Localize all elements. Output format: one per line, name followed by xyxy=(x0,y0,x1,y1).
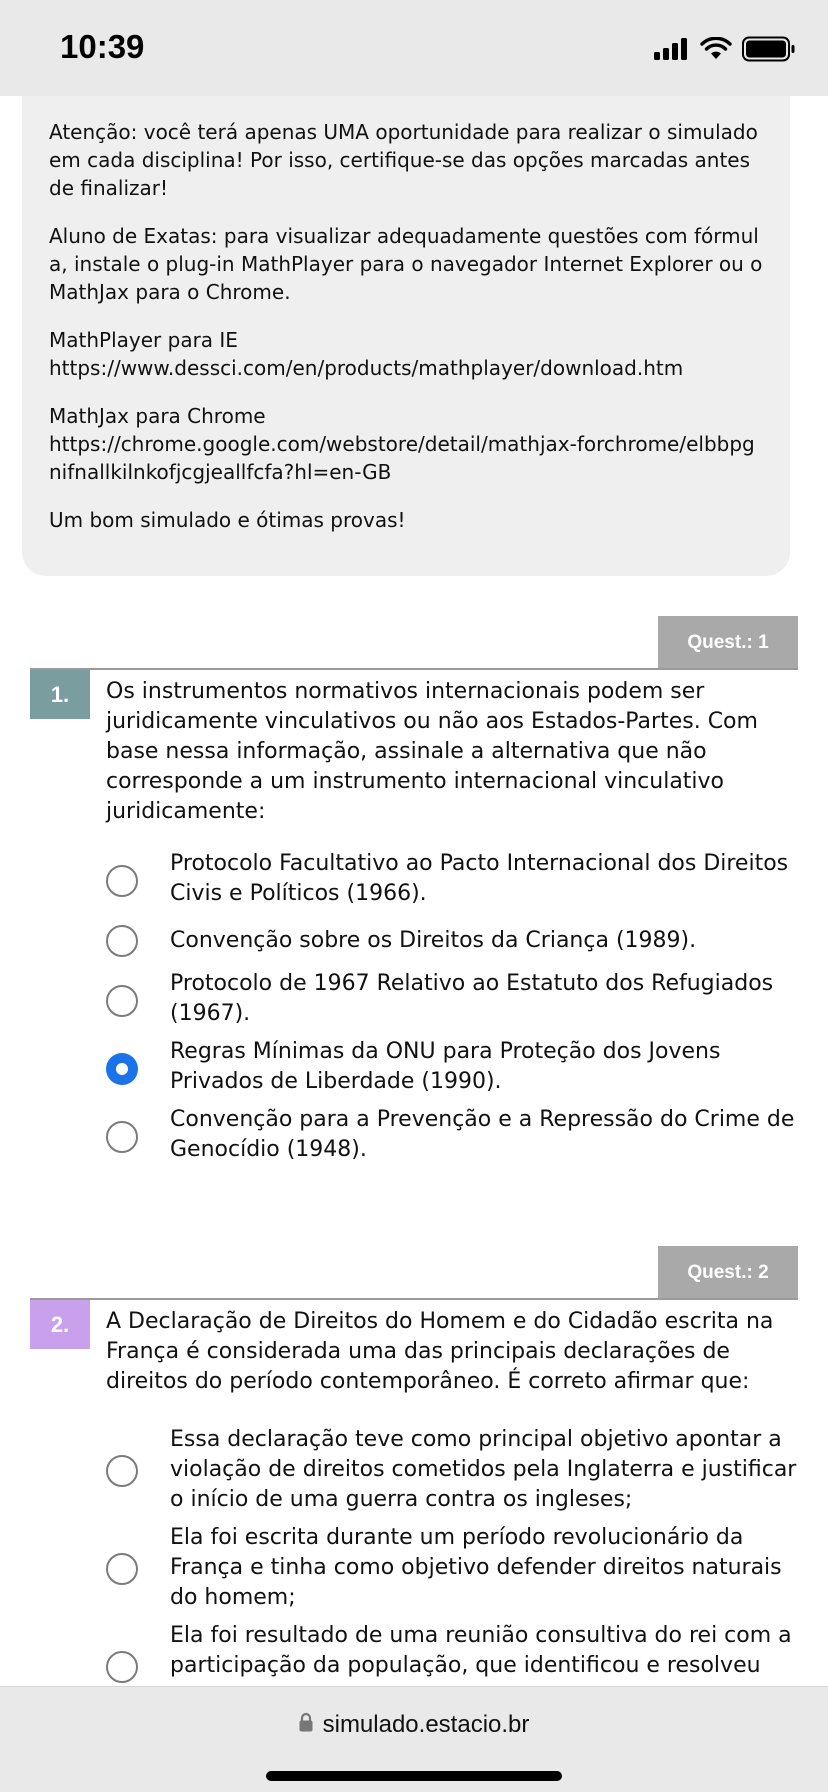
question-divider xyxy=(30,668,798,670)
question-number: 2. xyxy=(30,1300,90,1349)
option-text[interactable]: Protocolo Facultativo ao Pacto Internacional dos Direitos Civis e Políticos (1966). xyxy=(170,851,789,906)
question-number: 1. xyxy=(30,670,90,719)
notice-mathjax-label: MathJax para Chrome xyxy=(49,404,266,428)
radio-button[interactable] xyxy=(106,865,138,897)
answer-option[interactable] xyxy=(106,1105,806,1165)
instructions-panel xyxy=(22,96,790,576)
notice-mathplayer-label: MathPlayer para IE xyxy=(49,328,238,352)
url-text[interactable]: simulado.estacio.br xyxy=(322,1711,530,1738)
question-text: A Declaração de Direitos do Homem e do Cidadão escrita na França é considerada uma das principais declarações de direitos do período contemporâneo. É correto afirmar que: xyxy=(106,1309,774,1394)
home-indicator[interactable] xyxy=(266,1771,562,1781)
mathjax-link[interactable]: https://chrome.google.com/webstore/detail/mathjax-forchrome/elbbpgnifnallkilnkofjcgjeallfcfa?hl=en-GB xyxy=(49,432,755,484)
answer-option[interactable] xyxy=(106,1621,806,1686)
answer-option[interactable] xyxy=(106,1425,806,1515)
option-text[interactable]: Essa declaração teve como principal objetivo apontar a violação de direitos cometidos pela Inglaterra e justificar o início de uma guerra contra os ingleses; xyxy=(170,1427,797,1512)
radio-button[interactable] xyxy=(106,985,138,1017)
question-tag: Quest.: 2 xyxy=(658,1246,798,1299)
question-divider xyxy=(30,1298,798,1300)
status-icons xyxy=(654,36,796,66)
address-field[interactable] xyxy=(0,1711,828,1739)
notice-closing: Um bom simulado e ótimas provas! xyxy=(49,508,406,532)
answer-option[interactable] xyxy=(106,1037,806,1097)
status-time: 10:39 xyxy=(60,28,145,65)
question-text: Os instrumentos normativos internacionais podem ser juridicamente vinculativos ou não aos Estados-Partes. Com base nessa informação, assinale a alternativa que não corresponde a um instrumento internacional vinculativo juridicamente: xyxy=(106,679,758,824)
browser-url-bar[interactable] xyxy=(0,1686,828,1792)
option-text[interactable]: Ela foi resultado de uma reunião consultiva do rei com a participação da população, que identificou e resolveu xyxy=(170,1623,792,1678)
page-content[interactable] xyxy=(0,96,828,1686)
notice-warning: Atenção: você terá apenas UMA oportunidade para realizar o simulado em cada disciplina! Por isso, certifique-se das opções marcadas antes de finalizar! xyxy=(49,120,758,200)
answer-option[interactable] xyxy=(106,925,806,957)
cellular-signal-icon xyxy=(654,38,690,64)
notice-math-plugin: Aluno de Exatas: para visualizar adequadamente questões com fórmula, instale o plug-in MathPlayer para o navegador Internet Explorer ou o MathJax para o Chrome. xyxy=(49,224,763,304)
option-text[interactable]: Convenção para a Prevenção e a Repressão do Crime de Genocídio (1948). xyxy=(170,1107,795,1162)
mathplayer-link[interactable]: https://www.dessci.com/en/products/mathplayer/download.htm xyxy=(49,356,684,380)
option-text[interactable]: Ela foi escrita durante um período revolucionário da França e tinha como objetivo defender direitos naturais do homem; xyxy=(170,1525,782,1610)
radio-button[interactable] xyxy=(106,1121,138,1153)
answer-option[interactable] xyxy=(106,849,806,909)
battery-icon xyxy=(742,36,796,66)
option-text[interactable]: Convenção sobre os Direitos da Criança (1989). xyxy=(170,928,697,953)
radio-button[interactable] xyxy=(106,925,138,957)
wifi-icon xyxy=(700,37,732,65)
status-bar xyxy=(0,0,828,96)
answer-option[interactable] xyxy=(106,969,806,1029)
question-tag: Quest.: 1 xyxy=(658,616,798,669)
radio-button[interactable] xyxy=(106,1553,138,1585)
option-text[interactable]: Regras Mínimas da ONU para Proteção dos Jovens Privados de Liberdade (1990). xyxy=(170,1039,721,1094)
answer-option[interactable] xyxy=(106,1523,806,1613)
radio-button[interactable] xyxy=(106,1053,138,1085)
lock-icon xyxy=(299,1711,313,1739)
option-text[interactable]: Protocolo de 1967 Relativo ao Estatuto dos Refugiados (1967). xyxy=(170,971,774,1026)
radio-button[interactable] xyxy=(106,1651,138,1683)
radio-button[interactable] xyxy=(106,1455,138,1487)
